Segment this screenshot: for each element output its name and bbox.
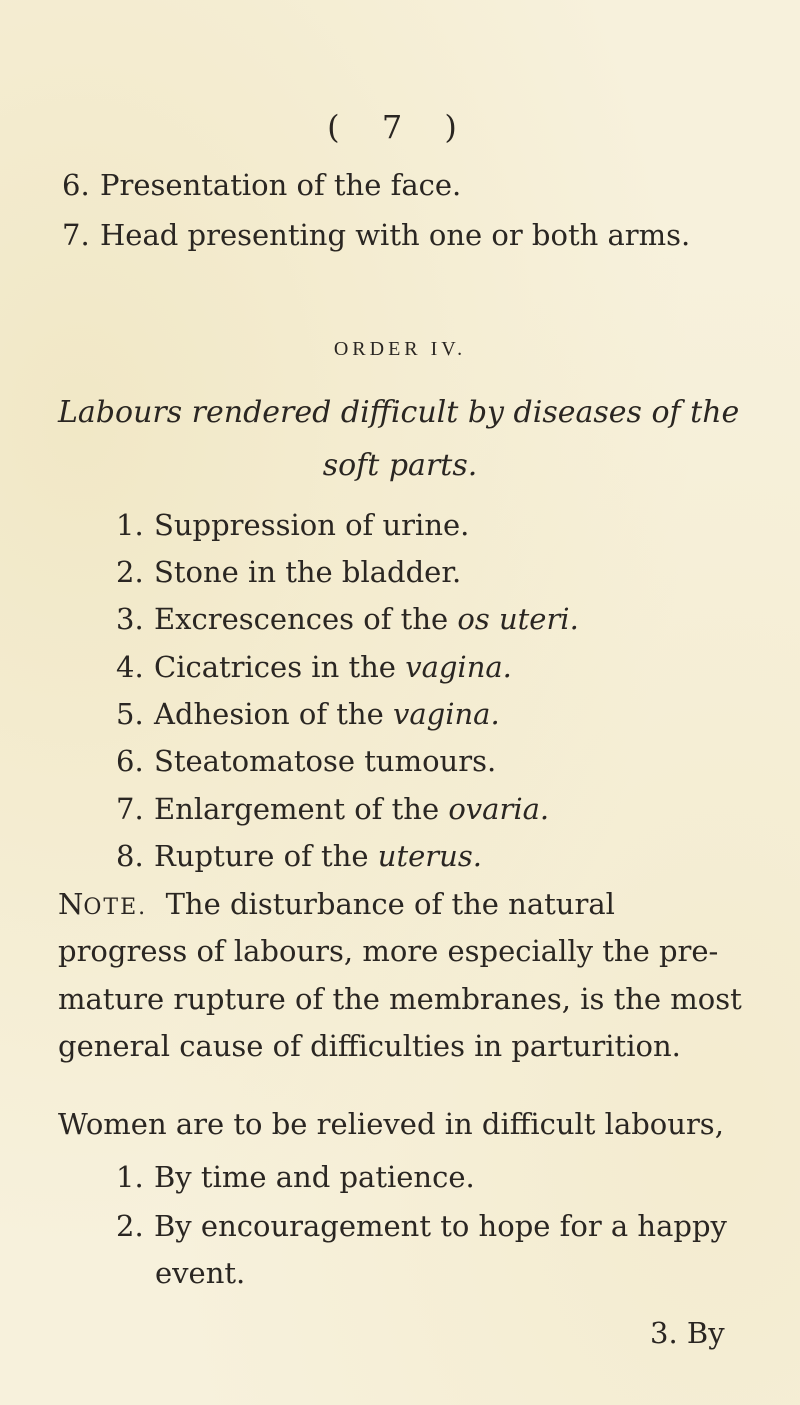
item-number: 5. [116,697,144,731]
page-number: ( 7 ) [327,108,473,146]
item-number: 3. [116,602,144,636]
order-title-line-1: Labours rendered difficult by diseases of the [58,395,740,430]
item-number: 1. [116,1160,144,1194]
note-label [58,887,147,921]
note-label-initial: N [58,887,84,921]
item-text: By time and patience. [154,1160,475,1194]
relief-item-continuation: event. [155,1256,246,1290]
list-item [116,839,482,873]
list-item [116,792,549,826]
item-text: Enlargement of the [154,792,449,826]
item-italic-text: os uteri. [457,602,579,636]
note-line-2: progress of labours, more especially the pre- [58,934,719,968]
item-number: 6. [62,168,90,202]
list-item [116,744,496,778]
relief-intro: Women are to be relieved in difficult labours, [58,1107,724,1141]
item-text: Excrescences of the [154,602,458,636]
note-line-1 [58,887,615,921]
item-number: 2. [116,555,144,589]
item-text: Presentation of the face. [100,168,462,202]
item-text: Rupture of the [154,839,378,873]
item-text: By encouragement to hope for a happy [154,1209,727,1243]
item-number: 6. [116,744,144,778]
item-text: Stone in the bladder. [154,555,462,589]
item-text: Head presenting with one or both arms. [100,218,691,252]
list-item [116,697,500,731]
list-item [116,1209,727,1243]
item-italic-text: ovaria. [448,792,550,826]
note-text: The disturbance of the natural [165,887,615,921]
list-item [116,650,512,684]
item-number: 7. [116,792,144,826]
list-item [116,555,461,589]
list-item [116,508,469,542]
order-heading: ORDER IV. [333,338,467,360]
item-text: Cicatrices in the [154,650,406,684]
item-number: 1. [116,508,144,542]
item-number: 2. [116,1209,144,1243]
note-line-4: general cause of difficulties in parturition. [58,1029,681,1063]
list-item [116,1160,475,1194]
item-italic-text: vagina. [392,697,500,731]
list-item [116,602,579,636]
item-text: Steatomatose tumours. [154,744,497,778]
catchword: 3. By [650,1316,725,1350]
item-text: Adhesion of the [154,697,393,731]
note-label-rest: OTE. [83,895,148,920]
item-italic-text: vagina. [405,650,512,684]
list-item [62,168,461,202]
item-italic-text: uterus. [377,839,482,873]
item-number: 8. [116,839,144,873]
item-text: Suppression of urine. [154,508,470,542]
list-item [62,218,690,252]
item-number: 4. [116,650,144,684]
item-number: 7. [62,218,90,252]
note-line-3: mature rupture of the membranes, is the most [58,982,742,1016]
order-title-line-2: soft parts. [322,448,478,483]
